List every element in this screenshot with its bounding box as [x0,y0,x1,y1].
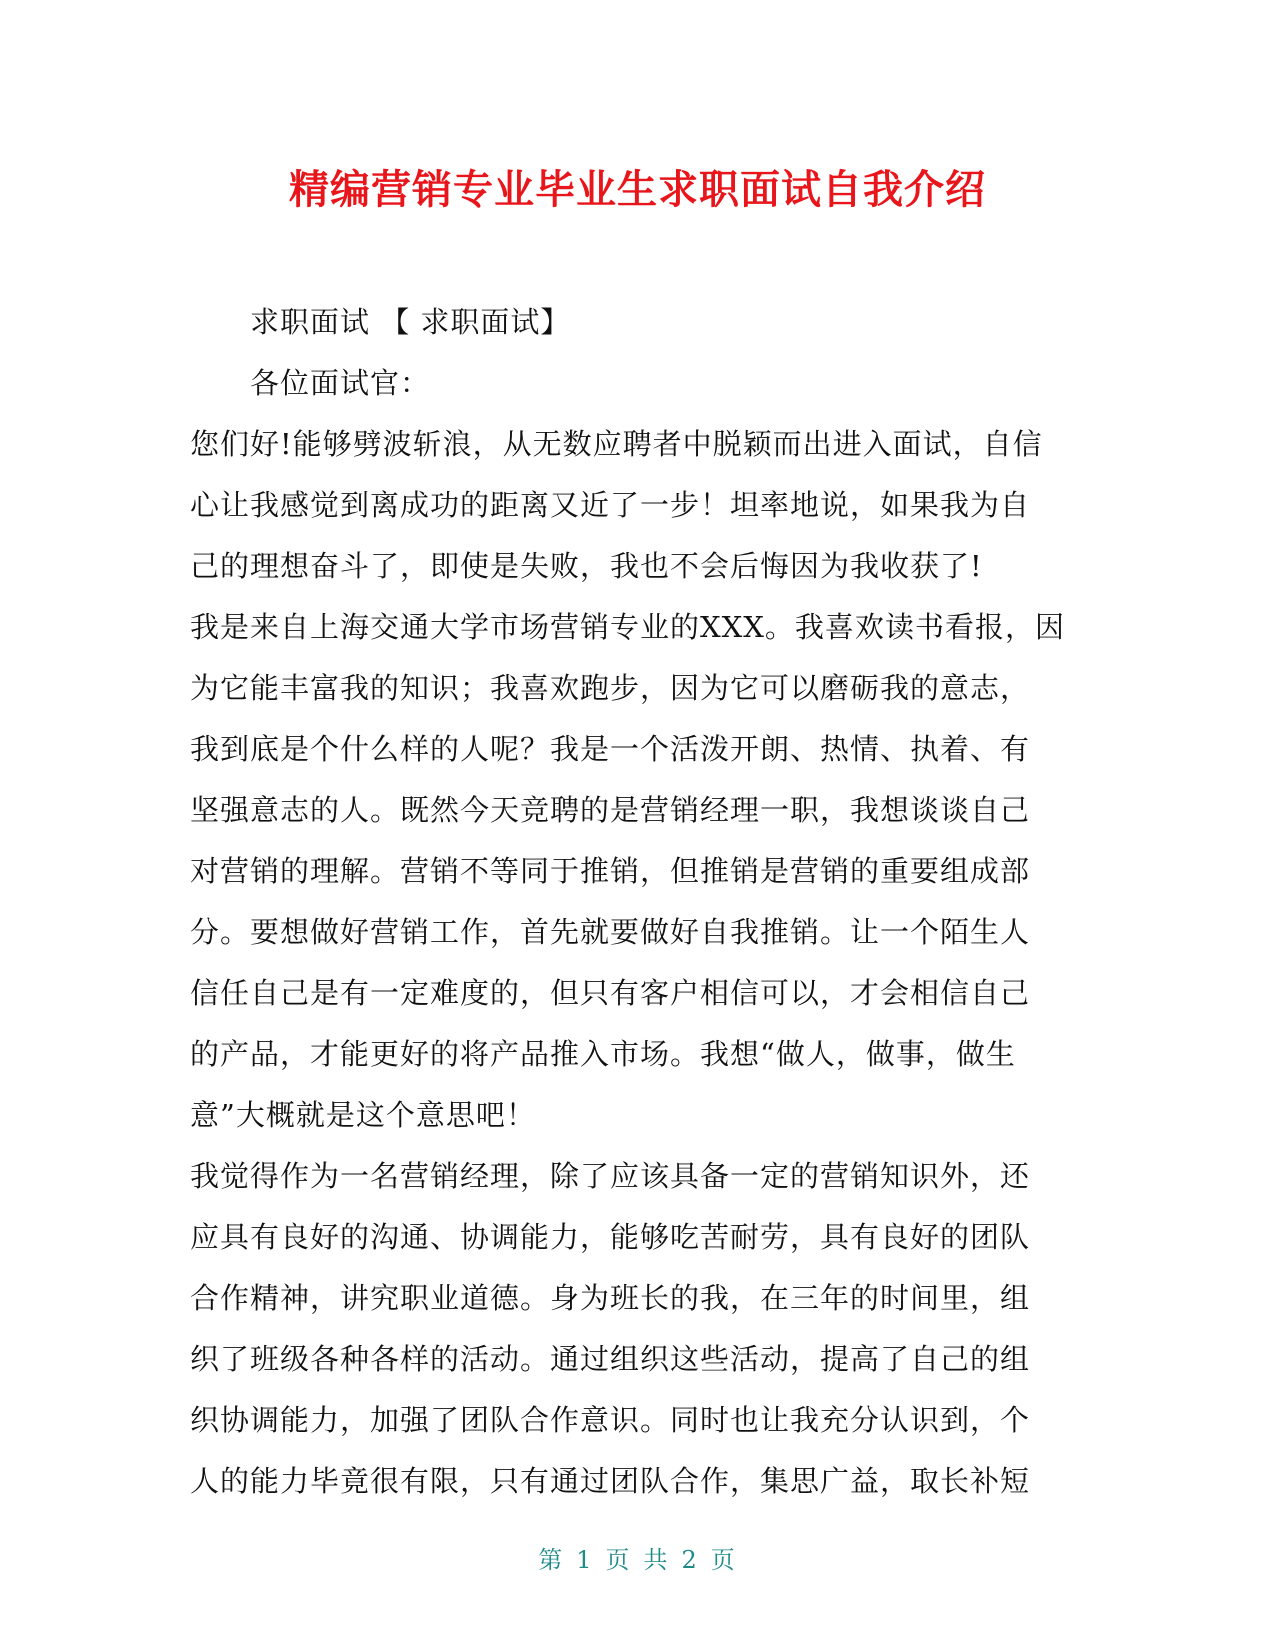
body-line: 心让我感觉到离成功的距离又近了一步！坦率地说，如果我为自 [190,488,1031,522]
body-line: 对营销的理解。营销不等同于推销，但推销是营销的重要组成部 [190,854,1031,888]
body-line: 织了班级各种各样的活动。通过组织这些活动，提高了自己的组 [190,1342,1031,1376]
body-line: 分。要想做好营销工作，首先就要做好自我推销。让一个陌生人 [190,915,1031,949]
body-line: 的产品，才能更好的将产品推入市场。我想“做人，做事，做生 [190,1037,1016,1071]
body-line: 织协调能力，加强了团队合作意识。同时也让我充分认识到，个 [190,1403,1031,1437]
document-title: 精编营销专业毕业生求职面试自我介绍 [289,167,986,213]
body-line-header: 求职面试 【 求职面试】 [250,305,571,339]
page-footer [0,1544,1275,1576]
footer-page-unit: 页 [605,1546,632,1574]
body-line: 我觉得作为一名营销经理，除了应该具备一定的营销知识外，还 [190,1159,1031,1193]
document-body [190,292,1070,1512]
footer-total-label: 共 [643,1546,670,1574]
footer-total-unit: 页 [710,1546,737,1574]
body-line: 我是来自上海交通大学市场营销专业的XXX。我喜欢读书看报，因 [190,610,1065,644]
footer-total-pages: 2 [681,1546,699,1574]
body-line: 信任自己是有一定难度的，但只有客户相信可以，才会相信自己 [190,976,1031,1010]
body-line: 应具有良好的沟通、协调能力，能够吃苦耐劳，具有良好的团队 [190,1220,1031,1254]
body-line-salutation: 各位面试官： [250,366,431,400]
footer-page-label: 第 [538,1546,565,1574]
body-line: 为它能丰富我的知识；我喜欢跑步，因为它可以磨砺我的意志， [190,671,1031,705]
body-line: 己的理想奋斗了，即使是失败，我也不会后悔因为我收获了! [190,549,983,583]
body-line: 我到底是个什么样的人呢？我是一个活泼开朗、热情、执着、有 [190,732,1031,766]
body-line: 意”大概就是这个意思吧！ [190,1098,536,1132]
footer-page-number: 1 [576,1546,594,1574]
body-line: 合作精神，讲究职业道德。身为班长的我，在三年的时间里，组 [190,1281,1031,1315]
body-line: 您们好!能够劈波斩浪，从无数应聘者中脱颖而出进入面试，自信 [190,427,1043,461]
body-line: 坚强意志的人。既然今天竞聘的是营销经理一职，我想谈谈自己 [190,793,1031,827]
body-line: 人的能力毕竟很有限，只有通过团队合作，集思广益，取长补短 [190,1464,1031,1498]
